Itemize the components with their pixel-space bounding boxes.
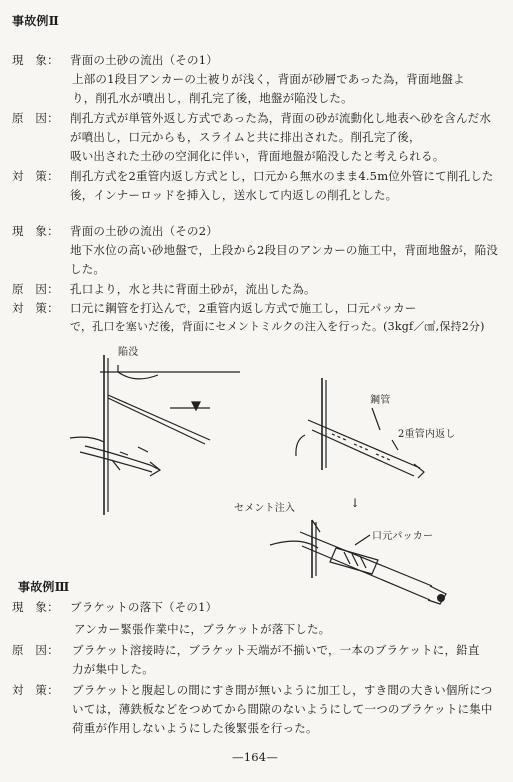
measure-2-line-1: 口元に鋼管を打込んで，2重管内返し方式で施工し，口元パッカー	[70, 301, 417, 315]
phenomenon-2-line-2: した。	[70, 262, 106, 276]
label-cause-2: 原 因：	[12, 282, 59, 296]
label-double-pipe: 2重管内返し	[398, 429, 456, 440]
packer-leader	[355, 535, 370, 545]
cause-3-line-2: 力が集中した。	[72, 662, 154, 676]
measure-3-line-2: いては，薄鉄板などをつめてから間隙のないようにして一つのブラケットに集中	[72, 702, 493, 716]
measure-3-line-3: 荷重が作用しないようにした後緊張を行った。	[72, 721, 318, 735]
phenomenon-title-3: ブラケットの落下（その1）	[70, 600, 218, 614]
tip-marker	[437, 594, 445, 602]
phenomenon-1-line-2: り，削孔水が噴出し，削孔完了後，地盤が陥没した。	[72, 91, 353, 105]
case3-title: 事故例Ⅲ	[18, 580, 70, 594]
phenomenon-3-line-1: アンカー緊張作業中に，ブラケットが落下した。	[74, 622, 331, 636]
label-measure-2: 対 策：	[12, 301, 59, 315]
label-cement-injection: セメント注入	[234, 503, 296, 514]
measure-1-line-2: 後，インナーロッドを挿入し，送水して内返しの削孔とした。	[70, 188, 398, 202]
label-steel-pipe: 鋼管	[370, 395, 391, 406]
flow-curve	[296, 435, 305, 456]
phenomenon-title-1: 背面の土砂の流出（その1）	[70, 53, 218, 67]
cause-3-line-1: ブラケット溶接時に，ブラケット天端が不揃いで，一本のブラケットに，鉛直	[72, 643, 480, 657]
measure-3-line-1: ブラケットと腹起しの間にすき間が無いように加工し，すき間の大きい個所につ	[72, 683, 493, 697]
arrow-down: ↓	[350, 496, 361, 510]
cause-1-line-3: 吸い出された土砂の空洞化に伴い，背面地盤が陥没したと考えられる。	[70, 149, 445, 163]
cement-flow	[270, 541, 318, 548]
phenomenon-title-2: 背面の土砂の流出（その2）	[70, 224, 218, 238]
phenomenon-2-line-1: 地下水位の高い砂地盤で，上段から2段目のアンカーの施工中，背面地盤が，陥没	[70, 243, 499, 257]
measure-2-line-2: で，孔口を塞いだ後，背面にセメントミルクの注入を行った。(3kgf／㎠,保持2分)	[70, 320, 485, 333]
inner-rod	[332, 434, 390, 460]
label-phenomenon-1: 現 象：	[12, 53, 59, 67]
steel-pipe-leader	[372, 408, 380, 430]
cause-1-line-2: が噴出し，口元からも，スライムと共に排出された。削孔完了後，	[70, 130, 421, 144]
pipe-lower-bottom	[302, 546, 430, 600]
cause-1-line-1: 削孔方式が単管外返し方式であった為，背面の砂が流動化し地表へ砂を含んだ水	[70, 111, 492, 125]
cause-2-line: 孔口より，水と共に背面土砂が，流出した為。	[70, 282, 316, 296]
subsidence-curve	[118, 372, 158, 379]
label-phenomenon-2: 現 象：	[12, 224, 59, 238]
water-level-marker	[192, 402, 200, 410]
label-measure-3: 対 策：	[12, 683, 59, 697]
drill-pipe	[85, 446, 160, 470]
case2-title: 事故例Ⅱ	[12, 14, 59, 28]
label-subsidence: 陥没	[118, 347, 139, 358]
label-cause-1: 原 因：	[12, 111, 59, 125]
label-cause-3: 原 因：	[12, 643, 59, 657]
label-mouth-packer: 口元パッカー	[372, 531, 434, 542]
water-flow-1	[70, 437, 104, 442]
label-phenomenon-3: 現 象：	[12, 600, 59, 614]
water-dash	[120, 447, 148, 455]
page-number: —164—	[232, 750, 278, 764]
label-measure-1: 対 策：	[12, 169, 59, 183]
phenomenon-1-line-1: 上部の1段目アンカーの土被りが浅く，背面が砂層であった為，背面地盤よ	[72, 72, 465, 86]
pipe-end	[150, 462, 160, 476]
measure-1-line-1: 削孔方式を2重管内返し方式とし，口元から無水のまま4.5m位外管にて削孔した	[70, 169, 494, 183]
